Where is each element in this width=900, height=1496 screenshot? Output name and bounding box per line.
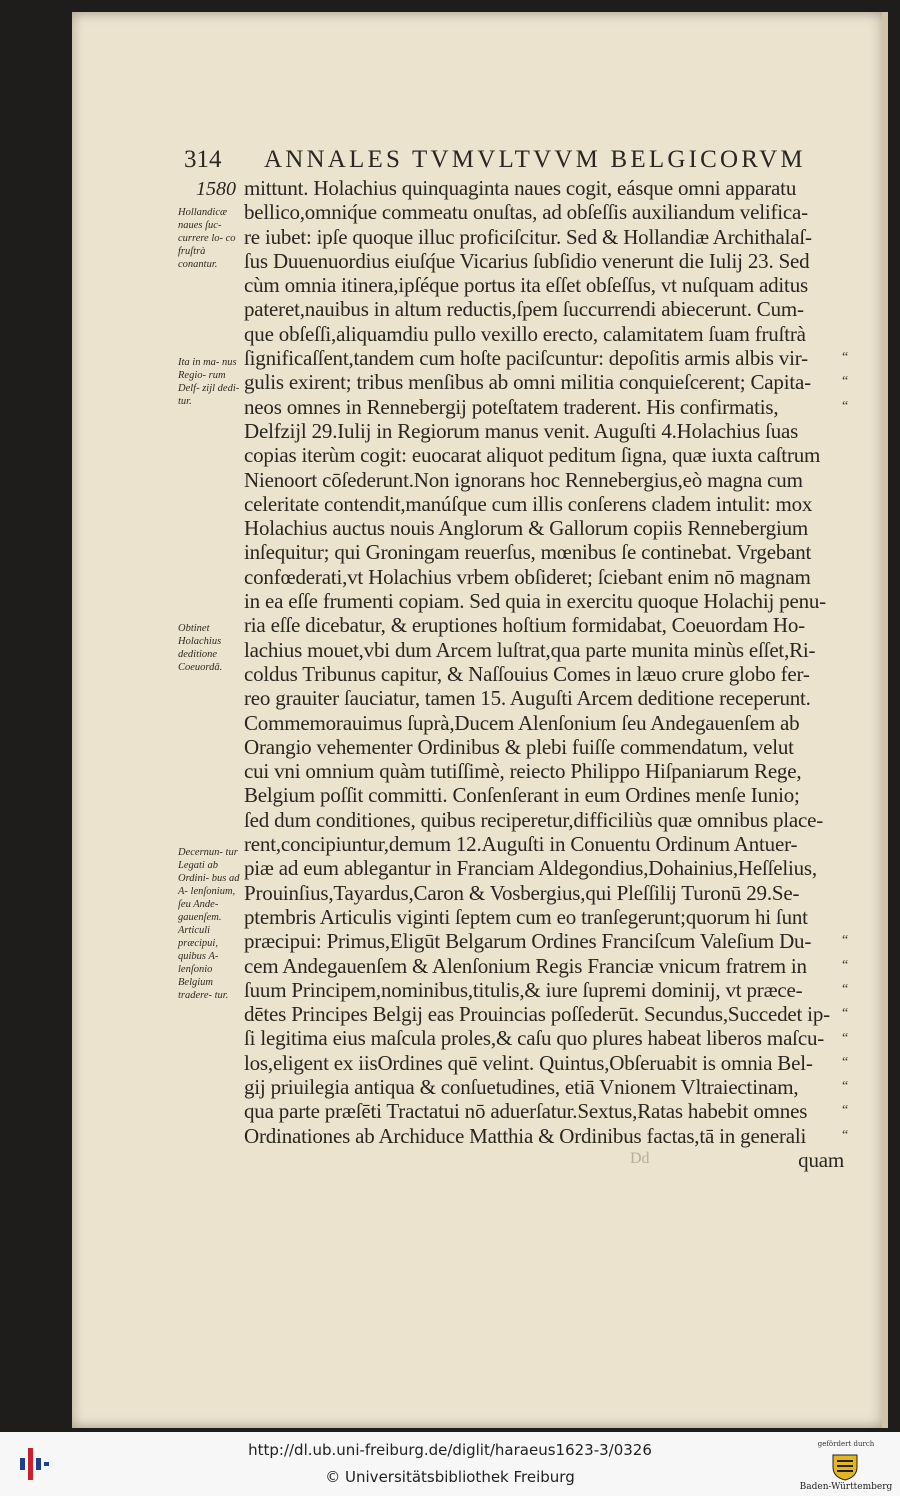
text-line: celeritate contendit,manúſque cum illis conſerens cladem intulit: mox <box>244 491 813 516</box>
text-line: præcipui: Primus,Eligūt Belgarum Ordines Franciſcum Valeſium Du- <box>244 929 812 954</box>
text-line: ſignificaſſent,tandem cum hoſte paciſcuntur: depoſitis armis albis vir- <box>244 346 808 371</box>
text-line: neos omnes in Rennebergij poteſtatem traderent. His confirmatis, <box>244 394 779 419</box>
quote-mark: “ <box>842 957 849 973</box>
text-line: inſequitur; qui Groningam reuerſus, mœnibus ſe continebat. Vrgebant <box>244 540 812 565</box>
catchword: quam <box>798 1147 844 1172</box>
page-number: 314 <box>184 146 222 173</box>
text-line: ſuum Principem,nominibus,titulis,& iure ſupremi dominij, vt præce- <box>244 977 803 1002</box>
text-line: bellico,omniq́ue commeatu onuſtas, ad obſeſſis auxiliandum velifica- <box>244 200 808 225</box>
margin-note-2: Ita in ma- nus Regio- rum Delf- zijl dedi- tur. <box>178 357 240 407</box>
text-line: gij priuilegia antiqua & conſuetudines, etiā Vnionem Vltraiectinam, <box>244 1074 799 1099</box>
text-line: que obſeſſi,aliquamdiu pullo vexillo erecto, calamitatem ſuam fruſtrà <box>244 321 806 346</box>
text-line: qua parte præſēti Tractatui nō aduerſatur.Sextus,Ratas habebit omnes <box>244 1099 808 1124</box>
text-line: ptembris Articulis viginti ſeptem cum eo tranſegerunt;quorum hi ſunt <box>244 904 808 929</box>
sponsor-label: gefördert durch <box>817 1440 875 1448</box>
quote-mark: “ <box>842 1054 849 1070</box>
quote-mark: “ <box>842 1006 849 1022</box>
text-line: ſus Duuenuordius eiuſq́ue Vicarius ſubſidio venerunt die Iulij 23. Sed <box>244 248 810 273</box>
text-line: Ordinationes ab Archiduce Matthia & Ordinibus factas,tā in generali <box>244 1123 807 1148</box>
text-line: Orangio vehementer Ordinibus & plebi fuiſſe commendatum, velut <box>244 734 794 759</box>
sponsor-name: Baden-Württemberg <box>799 1482 893 1492</box>
quote-mark: “ <box>842 1030 849 1046</box>
running-head <box>184 140 834 180</box>
quote-mark: “ <box>842 398 849 414</box>
text-line: ſed dum conditiones, quibus reciperetur,difficiliùs quæ omnibus place- <box>244 807 824 832</box>
marginal-year: 1580 <box>196 178 236 200</box>
text-line: Commemorauimus ſuprà,Ducem Alenſonium ſeu Andegauenſem ab <box>244 710 800 735</box>
text-line: pateret,nauibus in altum reductis,ſpem ſuccurrendi abiecerunt. Cum- <box>244 297 804 322</box>
quote-mark: “ <box>842 1127 849 1143</box>
baden-wuerttemberg-emblem <box>828 1451 862 1481</box>
text-line: copias iterùm cogit: euocarat aliquot peditum ſigna, quæ iuxta caſtrum <box>244 443 821 468</box>
text-line: piæ ad eum ablegantur in Franciam Aldegondius,Dohainius,Heſſelius, <box>244 856 817 881</box>
quote-mark: “ <box>842 350 849 366</box>
text-line: Prouinſius,Tayardus,Caron & Vosbergius,qui Pleſſilij Turonū 29.Se- <box>244 880 800 905</box>
margin-note-1: Hollandicæ naues ſuc- currere lo- co fruſtrà conantur. <box>178 207 236 270</box>
quote-mark: “ <box>842 981 849 997</box>
text-line: gulis exirent; tribus menſibus ab omni militia conquieſcerent; Capita- <box>244 370 811 395</box>
quote-mark: “ <box>842 1079 849 1095</box>
text-line: los,eligent ex iisOrdines quē velint. Quintus,Obſeruabit is omnia Bel- <box>244 1050 813 1075</box>
text-line: Holachius auctus nouis Anglorum & Gallorum copiis Rennebergium <box>244 516 809 541</box>
page-url-link[interactable]: http://dl.ub.uni-freiburg.de/diglit/haraeus1623-3/0326 <box>248 1441 652 1459</box>
text-line: Nienoort cōſederunt.Non ignorans hoc Rennebergius,eò magna cum <box>244 467 803 492</box>
text-line: rent,concipiuntur,demum 12.Auguſti in Conuentu Ordinum Antuer- <box>244 832 798 857</box>
text-line: Delfzijl 29.Iulij in Regiorum manus venit. Auguſti 4.Holachius ſuas <box>244 418 799 443</box>
text-line: cui vni omnium quàm tutiſſimè, reiecto Philippo Hiſpaniarum Rege, <box>244 759 802 784</box>
text-line: confœderati,vt Holachius vrbem obſideret; ſciebant enim nō magnam <box>244 564 811 589</box>
bleed-through-text: Dd <box>630 1150 650 1167</box>
text-line: cùm omnia itinera,ipſéque portus ita eſſet obſeſſus, vt nuſquam aditus <box>244 273 808 298</box>
text-line: reo grauiter ſauciatur, tamen 15. Auguſti Arcem deditione receperunt. <box>244 686 811 711</box>
text-line: cem Andegauenſem & Alenſonium Regis Franciæ vnicum fratrem in <box>244 953 807 978</box>
running-title: ANNALES TVMVLTVVM BELGICORVM <box>264 146 806 173</box>
margin-note-4: Decernun- tur Legati ab Ordini- bus ad A- lenſonium, ſeu Ande- gauenſem. Articuli præcipui, quibus A- lenſonio Belgium tradere- tur. <box>178 847 240 1001</box>
page-edge <box>882 12 888 1428</box>
copyright-text: © Universitätsbibliothek Freiburg <box>325 1468 575 1486</box>
text-line: ria eſſe dicebatur, & eruptiones hoſtium formidabat, Coeuordam Ho- <box>244 613 805 638</box>
text-line: coldus Tribunus capitur, & Naſſouius Comes in læuo crure globo fer- <box>244 661 810 686</box>
text-line: ſi legitima eius maſcula proles,& caſu quo plures habeat liberos maſcu- <box>244 1026 825 1051</box>
text-line: dētes Principes Belgij eas Prouincias poſſederūt. Secundus,Succedet ip- <box>244 1002 830 1027</box>
text-line: lachius mouet,vbi dum Arcem luſtrat,qua parte munita minùs eſſet,Ri- <box>244 637 816 662</box>
quote-mark: “ <box>842 933 849 949</box>
text-line: Belgium poſſit committi. Conſenſerant in eum Ordines menſe Iunio; <box>244 783 800 808</box>
quote-mark: “ <box>842 374 849 390</box>
text-line: in ea eſſe frumenti copiam. Sed quia in exercitu quoque Holachij penu- <box>244 589 826 614</box>
text-line: re iubet: ipſe quoque illuc proficiſcitur. Sed & Hollandiæ Archithalaſ- <box>244 224 812 249</box>
text-line: mittunt. Holachius quinquaginta naues cogit, eásque omni apparatu <box>244 176 797 200</box>
margin-note-3: Obtinet Holachius deditione Coeuordā. <box>178 623 223 673</box>
quote-mark: “ <box>842 1103 849 1119</box>
body-text <box>244 176 844 1172</box>
